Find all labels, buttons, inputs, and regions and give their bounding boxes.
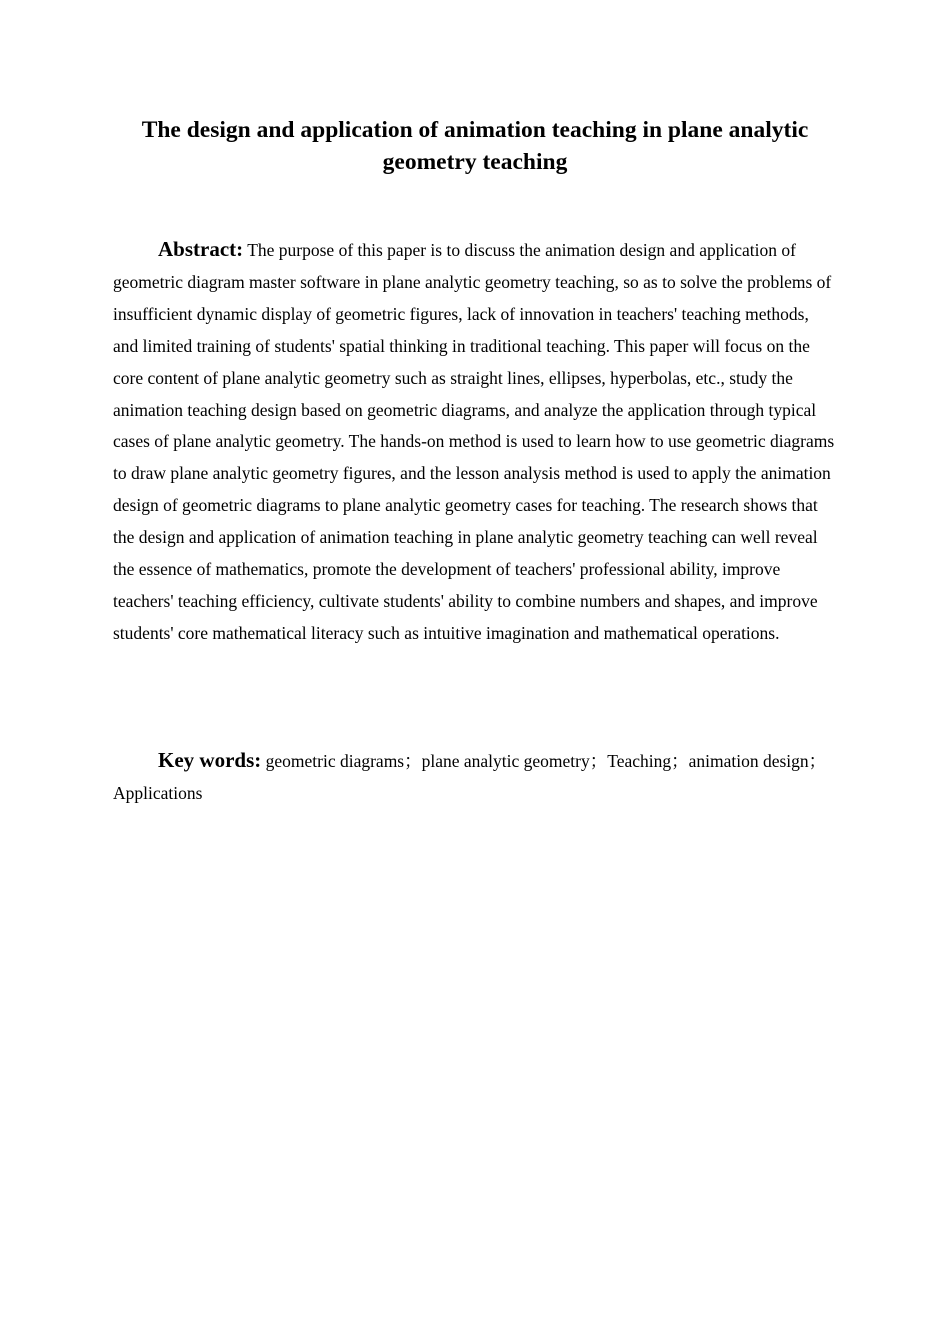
keywords-label: Key words: (158, 748, 262, 772)
abstract-paragraph (113, 234, 837, 650)
abstract-text: The purpose of this paper is to discuss the animation design and application of geometric diagram master software in plane analytic geometry teaching, so as to solve the problems of insufficient dynamic display of geometric figures, lack of innovation in teachers' teaching methods, and limited training of students' spatial thinking in traditional teaching. This paper will focus on the core content of plane analytic geometry such as straight lines, ellipses, hyperbolas, etc., study the animation teaching design based on geometric diagrams, and analyze the application through typical cases of plane analytic geometry. The hands-on method is used to learn how to use geometric diagrams to draw plane analytic geometry figures, and the lesson analysis method is used to apply the animation design of geometric diagrams to plane analytic geometry cases for teaching. The research shows that the design and application of animation teaching in plane analytic geometry teaching can well reveal the essence of mathematics, promote the development of teachers' professional ability, improve teachers' teaching efficiency, cultivate students' ability to combine numbers and shapes, and improve students' core mathematical literacy such as intuitive imagination and mathematical operations. (113, 240, 835, 643)
keywords-text: geometric diagrams；plane analytic geometry；Teaching；animation design；Applications (113, 751, 827, 803)
paper-title: The design and application of animation teaching in plane analytic geometry teaching (141, 117, 809, 175)
abstract-label: Abstract: (158, 237, 244, 261)
keywords-paragraph (113, 745, 837, 809)
